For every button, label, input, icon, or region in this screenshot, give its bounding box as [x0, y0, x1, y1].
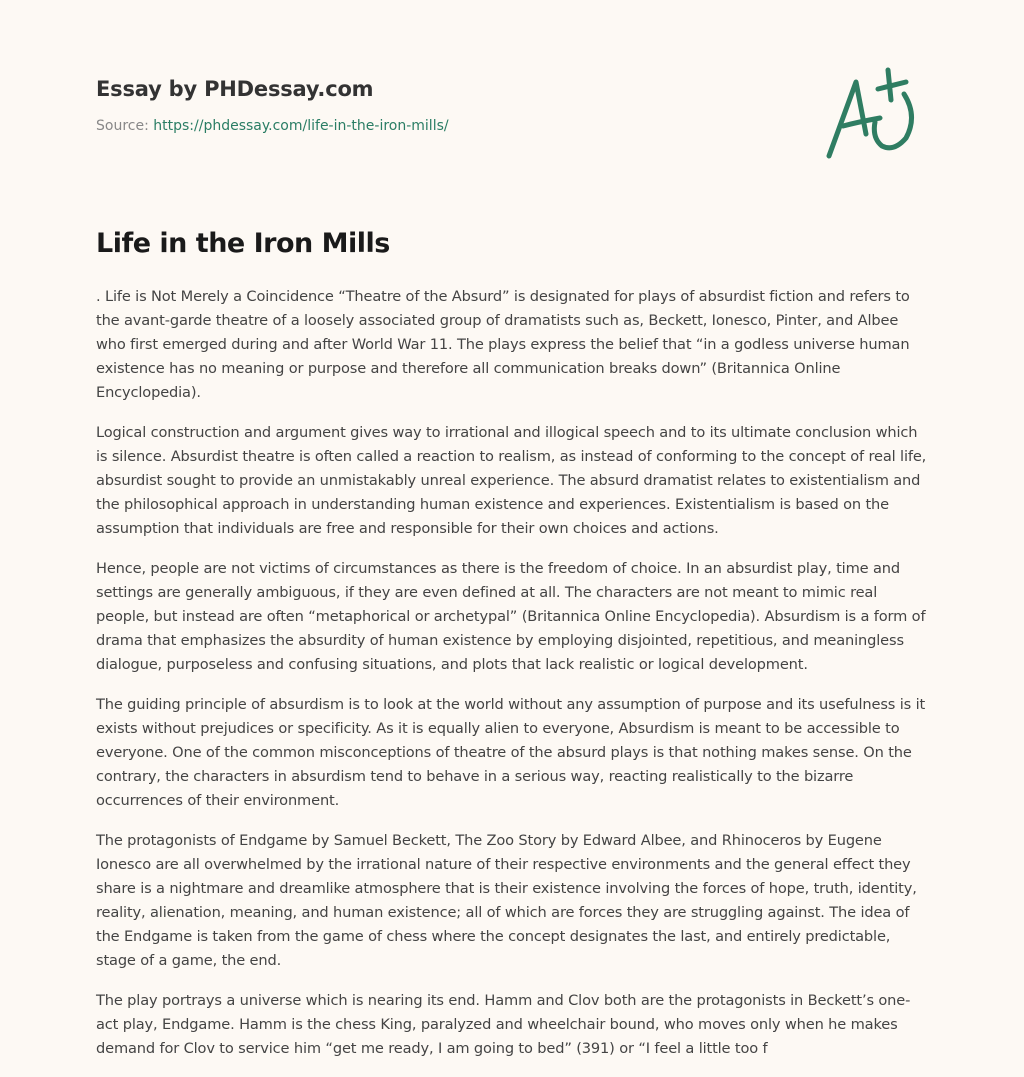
- essay-paragraph: Hence, people are not victims of circumstances as there is the freedom of choice. In an absurdist play, time and settings are generally ambiguous, if they are even defined at all. The characters are not meant to mimic real people, but instead are often “metaphorical or archetypal” (Britannica Online Encyclopedia). Absurdism is a form of drama that emphasizes the absurdity of human existence by employing disjointed, repetitious, and meaningless dialogue, purposeless and confusing situations, and plots that lack realistic or logical development.: [96, 560, 926, 673]
- essay-paragraph: Logical construction and argument gives way to irrational and illogical speech and to its ultimate conclusion which is silence. Absurdist theatre is often called a reaction to realism, as instead of conforming to the concept of real life, absurdist sought to provide an unmistakably unreal experience. The absurd dramatist relates to existentialism and the philosophical approach in understanding human existence and experiences. Existentialism is based on the assumption that individuals are free and responsible for their own choices and actions.: [96, 424, 927, 537]
- essay-title: Life in the Iron Mills: [96, 228, 390, 259]
- source-label: Source:: [96, 118, 149, 134]
- essay-paragraph: The protagonists of Endgame by Samuel Beckett, The Zoo Story by Edward Albee, and Rhinoceros by Eugene Ionesco are all overwhelmed by the irrational nature of their respective environments and the general effect they share is a nightmare and dreamlike atmosphere that is their existence involving the forces of hope, truth, identity, reality, alienation, meaning, and human existence; all of which are forces they are struggling against. The idea of the Endgame is taken from the game of chess where the concept designates the last, and entirely predictable, stage of a game, the end.: [96, 832, 917, 969]
- essay-paragraph: The guiding principle of absurdism is to look at the world without any assumption of purpose and its usefulness is it exists without prejudices or specificity. As it is equally alien to everyone, Absurdism is meant to be accessible to everyone. One of the common misconceptions of theatre of the absurd plays is that nothing makes sense. On the contrary, the characters in absurdism tend to behave in a serious way, reacting realistically to the bizarre occurrences of their environment.: [96, 696, 926, 809]
- essay-body: [96, 285, 932, 1077]
- source-link[interactable]: https://phdessay.com/life-in-the-iron-mills/: [153, 118, 449, 134]
- essay-paragraph: The play portrays a universe which is nearing its end. Hamm and Clov both are the protagonists in Beckett’s one-act play, Endgame. Hamm is the chess King, paralyzed and wheelchair bound, who moves only when he makes demand for Clov to service him “get me ready, I am going to bed” (391) or “I feel a little too f: [96, 992, 911, 1057]
- page-header: [96, 74, 926, 136]
- site-title: Essay by PHDessay.com: [96, 77, 374, 101]
- essay-paragraph: . Life is Not Merely a Coincidence “Theatre of the Absurd” is designated for plays of absurdist fiction and refers to the avant-garde theatre of a loosely associated group of dramatists such as, Beckett, Ionesco, Pinter, and Albee who first emerged during and after World War 11. The plays express the belief that “in a godless universe human existence has no meaning or purpose and therefore all communication breaks down” (Britannica Online Encyclopedia).: [96, 288, 910, 401]
- a-plus-grade-icon: [820, 66, 930, 166]
- source-line: [96, 116, 926, 136]
